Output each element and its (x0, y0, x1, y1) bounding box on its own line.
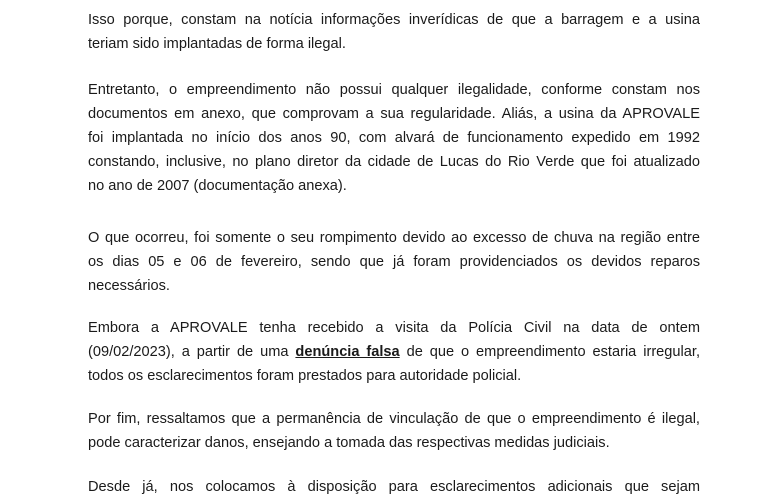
paragraph-1 (88, 8, 700, 56)
paragraph-line: necessários. (88, 278, 170, 294)
paragraph-line: Entretanto, o empreendimento não possui qualquer ilegalidade, conforme constam nos (88, 82, 700, 98)
paragraph-line: os dias 05 e 06 de fevereiro, sendo que já foram providenciados os devidos reparos (88, 254, 700, 270)
paragraph-3 (88, 226, 700, 298)
paragraph-line: documentos em anexo, que comprovam a sua regularidade. Aliás, a usina da APROVALE (88, 106, 700, 122)
paragraph-6 (88, 475, 700, 499)
line-text-before: (09/02/2023), a partir de uma (88, 344, 296, 360)
paragraph-5 (88, 407, 700, 455)
paragraph-line: foi implantada no início dos anos 90, com alvará de funcionamento expedido em 1992 (88, 130, 700, 146)
paragraph-line: Por fim, ressaltamos que a permanência de vinculação de que o empreendimento é ilegal, (88, 411, 700, 427)
paragraph-line: pode caracterizar danos, ensejando a tomada das respectivas medidas judiciais. (88, 435, 610, 451)
paragraph-2 (88, 78, 700, 198)
paragraph-line: no ano de 2007 (documentação anexa). (88, 178, 347, 194)
paragraph-line: Isso porque, constam na notícia informações inverídicas de que a barragem e a usina (88, 12, 700, 28)
paragraph-line-with-emphasis (88, 340, 700, 364)
emphasized-phrase: denúncia falsa (295, 344, 400, 360)
paragraph-line: O que ocorreu, foi somente o seu rompimento devido ao excesso de chuva na região entre (88, 230, 700, 246)
paragraph-line: todos os esclarecimentos foram prestados para autoridade policial. (88, 368, 522, 384)
paragraph-line: constando, inclusive, no plano diretor da cidade de Lucas do Rio Verde que foi atualizado (88, 154, 700, 170)
paragraph-4 (88, 316, 700, 388)
paragraph-line: Embora a APROVALE tenha recebido a visita da Polícia Civil na data de ontem (88, 320, 700, 336)
line-text-after: de que o empreendimento estaria irregular, (399, 344, 700, 360)
paragraph-line: teriam sido implantadas de forma ilegal. (88, 36, 346, 52)
paragraph-line: Desde já, nos colocamos à disposição para esclarecimentos adicionais que sejam (88, 479, 700, 495)
